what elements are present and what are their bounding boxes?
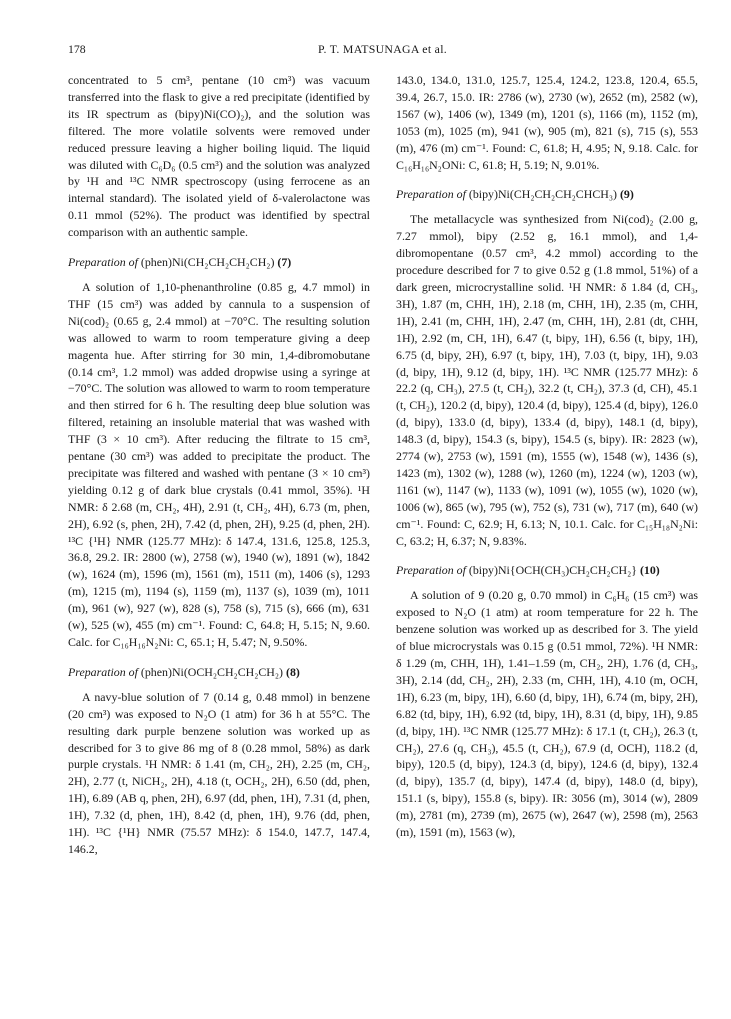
heading-label: Preparation of [396,187,466,202]
section-heading-7 [68,254,370,271]
running-head: P. T. MATSUNAGA et al. [317,42,448,56]
heading-formula: (bipy)Ni{OCH(CH₃)CH₂CH₂CH₂} [468,563,637,578]
procedure-paragraph-7: A solution of 1,10-phenanthroline (0.85 g, 4.7 mmol) in THF (15 cm³) was added by cannula to a suspension of Ni(cod)₂ (0.65 g, 2.4 mmol) at −70°C. The resulting solution was allowed to warm to room temperature giving a deep magenta hue. After stirring for 30 min, 1,4-dibromobutane (0.14 cm³, 1.2 mmol) was added dropwise using a syringe at −70°C. The solution was allowed to warm to room temperature and then stirred for 6 h. The resulting deep blue solution was filtered, retaining an insoluble material that was washed with THF (3 × 10 cm³). After reducing the filtrate to 15 cm³, pentane (30 cm³) was added to precipitate the product. The precipitate was filtered and washed with pentane (3 × 10 cm³) yielding 0.12 g of dark blue crystals (0.41 mmol, 35%). ¹H NMR: δ 2.68 (m, CH₂, 4H), 2.91 (t, CH₂, 4H), 6.73 (m, phen, 2H), 6.92 (s, phen, 2H), 7.42 (d, phen, 2H), 9.25 (d, phen, 2H). ¹³C {¹H} NMR (125.77 MHz): δ 147.4, 131.6, 125.8, 125.3, 36.8, 29.2. IR: 2800 (w), 2758 (w), 1940 (w), 1891 (w), 1842 (w), 1624 (m), 1596 (m), 1561 (m), 1511 (m), 1406 (s), 1293 (m), 1215 (m), 1194 (s), 1159 (m), 1137 (s), 1039 (m), 1011 (m), 961 (w), 927 (w), 828 (s), 758 (s), 715 (s), 666 (m), 631 (w), 525 (w), 455 (m) cm⁻¹. Found: C, 64.8; H, 5.15; N, 9.60. Calc. for C₁₆H₁₆N₂Ni: C, 65.1; H, 5.47; N, 9.50%. [68,279,370,649]
continued-paragraph: 143.0, 134.0, 131.0, 125.7, 125.4, 124.2, 123.8, 120.4, 65.5, 39.4, 26.7, 15.0. IR: 2786 (w), 2730 (w), 2652 (m), 2582 (w), 1567 (w), 1406 (w), 1349 (m), 1201 (s), 1166 (m), 1152 (m), 1053 (m), 1025 (m), 941 (w), 905 (m), 821 (s), 715 (s), 553 (m), 476 (m) cm⁻¹. Found: C, 61.8; H, 4.95; N, 9.18. Calc. for C₁₆H₁₆N₂ONi: C, 61.8; H, 5.19; N, 9.01%. [396,73,698,172]
heading-formula: (bipy)Ni(CH₂CH₂CH₂CHCH₃) [468,187,617,202]
compound-number: (7) [277,255,292,270]
procedure-paragraph-9: The metallacycle was synthesized from Ni(cod)₂ (2.00 g, 7.27 mmol), bipy (2.52 g, 16.1 mmol), and 1,4-dibromopentane (0.57 cm³, 4.2 mmol) according to the procedure described for 7 to give 0.52 g (1.8 mmol, 51%) of a dark green, microcrystalline solid. ¹H NMR: δ 1.84 (d, CH₃, 3H), 1.87 (m, CHH, 1H), 2.18 (m, CHH, 1H), 2.35 (m, CHH, 1H), 2.41 (m, CHH, 1H), 2.47 (m, CHH, 1H), 2.81 (dt, CHH, 1H), 2.92 (m, CH, 1H), 6.47 (t, bipy, 1H), 6.56 (t, bipy, 1H), 6.75 (d, bipy, 2H), 6.97 (t, bipy, 1H), 7.03 (t, bipy, 1H), 9.03 (d, bipy, 1H), 9.12 (d, bipy, 1H). ¹³C NMR (125.77 MHz): δ 22.2 (q, CH₃), 27.5 (t, CH₂), 32.2 (t, CH₂), 37.3 (d, CH), 45.1 (t, CH₂), 120.2 (d, bipy), 120.4 (d, bipy), 125.4 (d, bipy), 126.0 (d, bipy), 133.0 (d, bipy), 133.4 (d, bipy), 148.1 (d, bipy), 148.3 (d, bipy), 154.3 (s, bipy), 154.5 (s, bipy). IR: 2823 (w), 2774 (w), 2753 (w), 1591 (m), 1555 (w), 1548 (w), 1436 (s), 1423 (m), 1302 (w), 1288 (w), 1260 (m), 1224 (w), 1203 (w), 1161 (w), 1147 (w), 1133 (w), 1091 (w), 1055 (w), 1020 (w), 1006 (w), 865 (w), 795 (w), 752 (s), 731 (w), 717 (m), 640 (w) cm⁻¹. Found: C, 62.9; H, 6.13; N, 10.1. Calc. for C₁₅H₁₈N₂Ni: C, 63.2; H, 6.37; N, 9.83%. [396,212,698,548]
page-number: 178 [68,42,86,56]
continued-paragraph: concentrated to 5 cm³, pentane (10 cm³) was vacuum transferred into the flask to give a red precipitate (identified by its IR spectrum as (bipy)Ni(CO)₂), and the solution was filtered. The more volatile solvents were removed under reduced pressure leaving a higher boiling liquid. The liquid was diluted with C₆D₆ (0.5 cm³) and the solution was analyzed by ¹H and ¹³C NMR spectroscopy (using ferrocene as an internal standard). The isolated yield of δ-valerolactone was 0.11 mmol (52%). The product was identified by spectral comparison with an authentic sample. [68,73,370,240]
procedure-paragraph-10: A solution of 9 (0.20 g, 0.70 mmol) in C₆H₆ (15 cm³) was exposed to N₂O (1 atm) at room temperature for 22 h. The benzene solution was worked up as described for 3. The yield of blue microcrystals was 0.15 g (0.51 mmol, 72%). ¹H NMR: δ 1.29 (m, CHH, 1H), 1.41–1.59 (m, CH₂, 2H), 1.76 (d, CH₃, 3H), 2.14 (dd, CH₂, 2H), 2.33 (m, CHH, 1H), 4.10 (m, OCH, 1H), 6.23 (m, bipy, 1H), 6.60 (d, bipy, 1H), 6.74 (m, bipy, 2H), 6.82 (td, bipy, 1H), 6.92 (td, bipy, 1H), 8.31 (d, bipy, 1H), 9.85 (d, bipy, 1H). ¹³C NMR (125.77 MHz): δ 17.1 (t, CH₂), 26.3 (t, CH₂), 27.6 (q, CH₃), 45.5 (t, CH₂), 67.9 (d, OCH), 118.2 (d, bipy), 120.5 (d, bipy), 124.3 (d, bipy), 124.6 (d, bipy), 132.4 (d, bipy), 135.7 (d, bipy), 147.4 (d, bipy), 148.0 (d, bipy), 151.1 (s, bipy), 155.8 (s, bipy). IR: 3056 (m), 3014 (w), 2809 (m), 2781 (m), 2739 (m), 2675 (w), 2647 (w), 2598 (m), 2563 (m), 1591 (m), 1563 (w), [396,588,698,840]
compound-number: (9) [619,187,634,202]
section-heading-8 [68,664,370,681]
heading-label: Preparation of [396,563,466,578]
compound-number: (10) [639,563,660,578]
left-column [68,72,370,858]
procedure-paragraph-8: A navy-blue solution of 7 (0.14 g, 0.48 mmol) in benzene (20 cm³) was exposed to N₂O (1 atm) for 36 h at 55°C. The resulting dark purple benzene solution was worked up as described for 3 to give 86 mg of 8 (0.28 mmol, 58%) as dark purple crystals. ¹H NMR: δ 1.41 (m, CH₂, 2H), 2.25 (m, CH₂, 2H), 2.77 (t, NiCH₂, 2H), 4.18 (t, OCH₂, 2H), 6.50 (dd, phen, 1H), 6.89 (AB q, phen, 2H), 6.97 (dd, phen, 1H), 7.31 (d, phen, 1H), 7.32 (d, phen, 1H), 8.42 (d, phen, 1H), 9.76 (dd, phen, 1H). ¹³C {¹H} NMR (75.57 MHz): δ 154.0, 147.7, 147.4, 146.2, [68,689,370,856]
heading-label: Preparation of [68,255,138,270]
page-header [68,42,697,60]
section-heading-10 [396,562,698,579]
heading-formula: (phen)Ni(OCH₂CH₂CH₂CH₂) [140,664,283,679]
heading-label: Preparation of [68,664,138,679]
section-heading-9 [396,186,698,203]
right-column [396,72,698,841]
compound-number: (8) [285,664,300,679]
heading-formula: (phen)Ni(CH₂CH₂CH₂CH₂) [140,255,275,270]
